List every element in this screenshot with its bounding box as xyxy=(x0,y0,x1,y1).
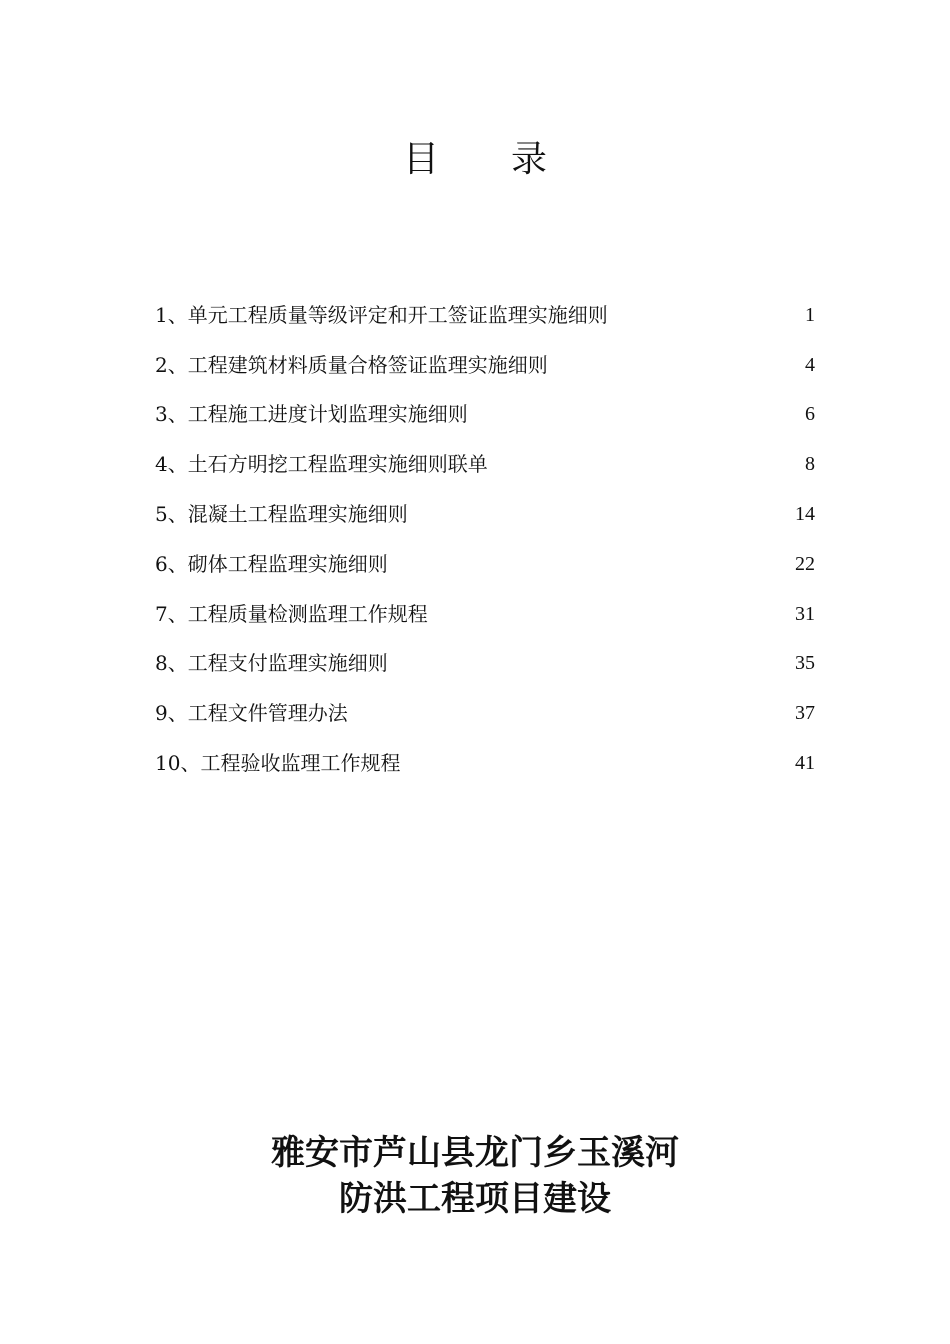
page-title: 目 录 xyxy=(402,139,547,180)
toc-entry[interactable] xyxy=(155,489,815,539)
toc-entry-page: 41 xyxy=(795,752,815,775)
toc-entry-page: 8 xyxy=(805,453,815,476)
toc-entry[interactable] xyxy=(155,688,815,738)
toc-entry[interactable] xyxy=(155,439,815,489)
toc-entry-text: 3、工程施工进度计划监理实施细则 xyxy=(155,402,468,427)
toc-entry-text: 1、单元工程质量等级评定和开工签证监理实施细则 xyxy=(155,302,608,327)
toc-entry[interactable] xyxy=(155,639,815,689)
toc-entry-page: 4 xyxy=(805,353,815,376)
toc-entry[interactable] xyxy=(155,290,815,340)
toc-entry-text: 9、工程文件管理办法 xyxy=(155,701,348,726)
toc-entry-page: 22 xyxy=(795,552,815,575)
toc-entry-page: 35 xyxy=(795,652,815,675)
toc-entry-page: 1 xyxy=(805,303,815,326)
table-of-contents xyxy=(155,290,815,788)
toc-entry-text: 6、砌体工程监理实施细则 xyxy=(155,551,388,576)
toc-entry-page: 14 xyxy=(795,503,815,526)
toc-entry-text: 4、土石方明挖工程监理实施细则联单 xyxy=(155,452,488,477)
toc-entry-page: 6 xyxy=(805,403,815,426)
toc-entry-text: 10、工程验收监理工作规程 xyxy=(155,751,401,776)
toc-entry-text: 8、工程支付监理实施细则 xyxy=(155,651,388,676)
toc-entry-text: 2、工程建筑材料质量合格签证监理实施细则 xyxy=(155,352,548,377)
toc-entry-page: 31 xyxy=(795,602,815,625)
toc-entry[interactable] xyxy=(155,390,815,440)
toc-entry-page: 37 xyxy=(795,702,815,725)
project-title xyxy=(0,1130,950,1222)
toc-entry[interactable] xyxy=(155,340,815,390)
toc-entry-text: 5、混凝土工程监理实施细则 xyxy=(155,502,408,527)
toc-entry-text: 7、工程质量检测监理工作规程 xyxy=(155,601,428,626)
project-title-line-1: 雅安市芦山县龙门乡玉溪河 xyxy=(271,1133,679,1173)
project-title-line-2: 防洪工程项目建设 xyxy=(339,1179,611,1219)
toc-entry[interactable] xyxy=(155,539,815,589)
toc-entry[interactable] xyxy=(155,589,815,639)
toc-entry[interactable] xyxy=(155,738,815,788)
